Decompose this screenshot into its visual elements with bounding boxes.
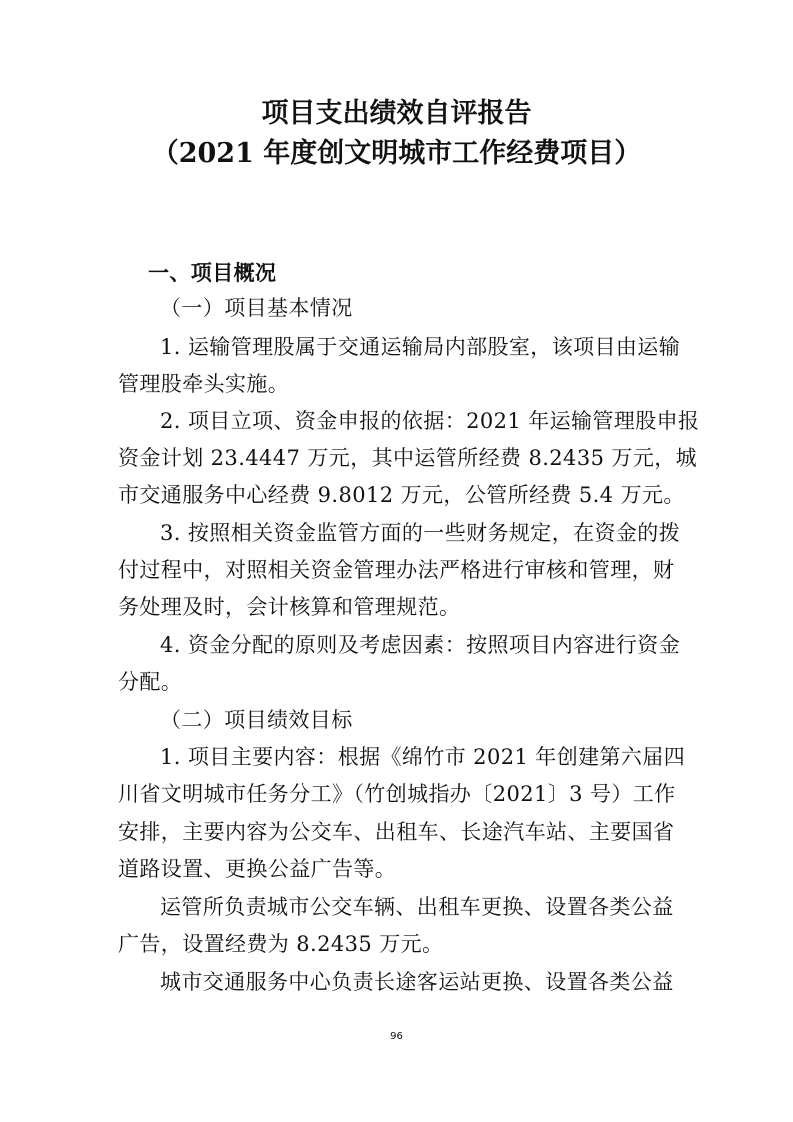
paragraph-6-line-2: 广告，设置经费为 8.2435 万元。: [118, 932, 444, 956]
paragraph-2-line-3: 市交通服务中心经费 9.8012 万元，公管所经费 5.4 万元。: [118, 483, 685, 507]
paragraph-6-line-1: 运管所负责城市公交车辆、出租车更换、设置各类公益: [160, 895, 674, 919]
paragraph-5-line-3: 安排，主要内容为公交车、出租车、长途汽车站、主要国省: [118, 820, 675, 844]
paragraph-3-line-1: 3. 按照相关资金监管方面的一些财务规定，在资金的拨: [160, 521, 681, 545]
paragraph-4-line-2: 分配。: [118, 670, 183, 694]
page-number: 96: [390, 1031, 403, 1042]
paragraph-7-line-1: 城市交通服务中心负责长途客运站更换、设置各类公益: [160, 970, 674, 994]
paragraph-3-line-2: 付过程中，对照相关资金管理办法严格进行审核和管理，财: [118, 558, 675, 582]
paragraph-5-line-2: 川省文明城市任务分工》（竹创城指办〔2021〕3 号）工作: [118, 782, 676, 806]
paragraph-2-line-2: 资金计划 23.4447 万元，其中运管所经费 8.2435 万元，城: [118, 446, 698, 470]
paragraph-1-line-2: 管理股牵头实施。: [118, 372, 290, 396]
paragraph-5-line-4: 道路设置、更换公益广告等。: [118, 857, 397, 881]
subsection-heading-performance-goals: （二）项目绩效目标: [160, 708, 353, 732]
section-heading-overview: 一、项目概况: [148, 261, 277, 285]
paragraph-2-line-1: 2. 项目立项、资金申报的依据：2021 年运输管理股申报: [160, 409, 700, 433]
paragraph-1-line-1: 1. 运输管理股属于交通运输局内部股室，该项目由运输: [160, 335, 681, 359]
paragraph-5-line-1: 1. 项目主要内容：根据《绵竹市 2021 年创建第六届四: [160, 745, 686, 769]
page-title-line-2: （2021 年度创文明城市工作经费项目）: [151, 138, 642, 169]
subsection-heading-basic-info: （一）项目基本情况: [160, 296, 353, 320]
page-title-line-1: 项目支出绩效自评报告: [261, 98, 532, 129]
paragraph-4-line-1: 4. 资金分配的原则及考虑因素：按照项目内容进行资金: [160, 633, 681, 657]
paragraph-3-line-3: 务处理及时，会计核算和管理规范。: [118, 595, 461, 619]
